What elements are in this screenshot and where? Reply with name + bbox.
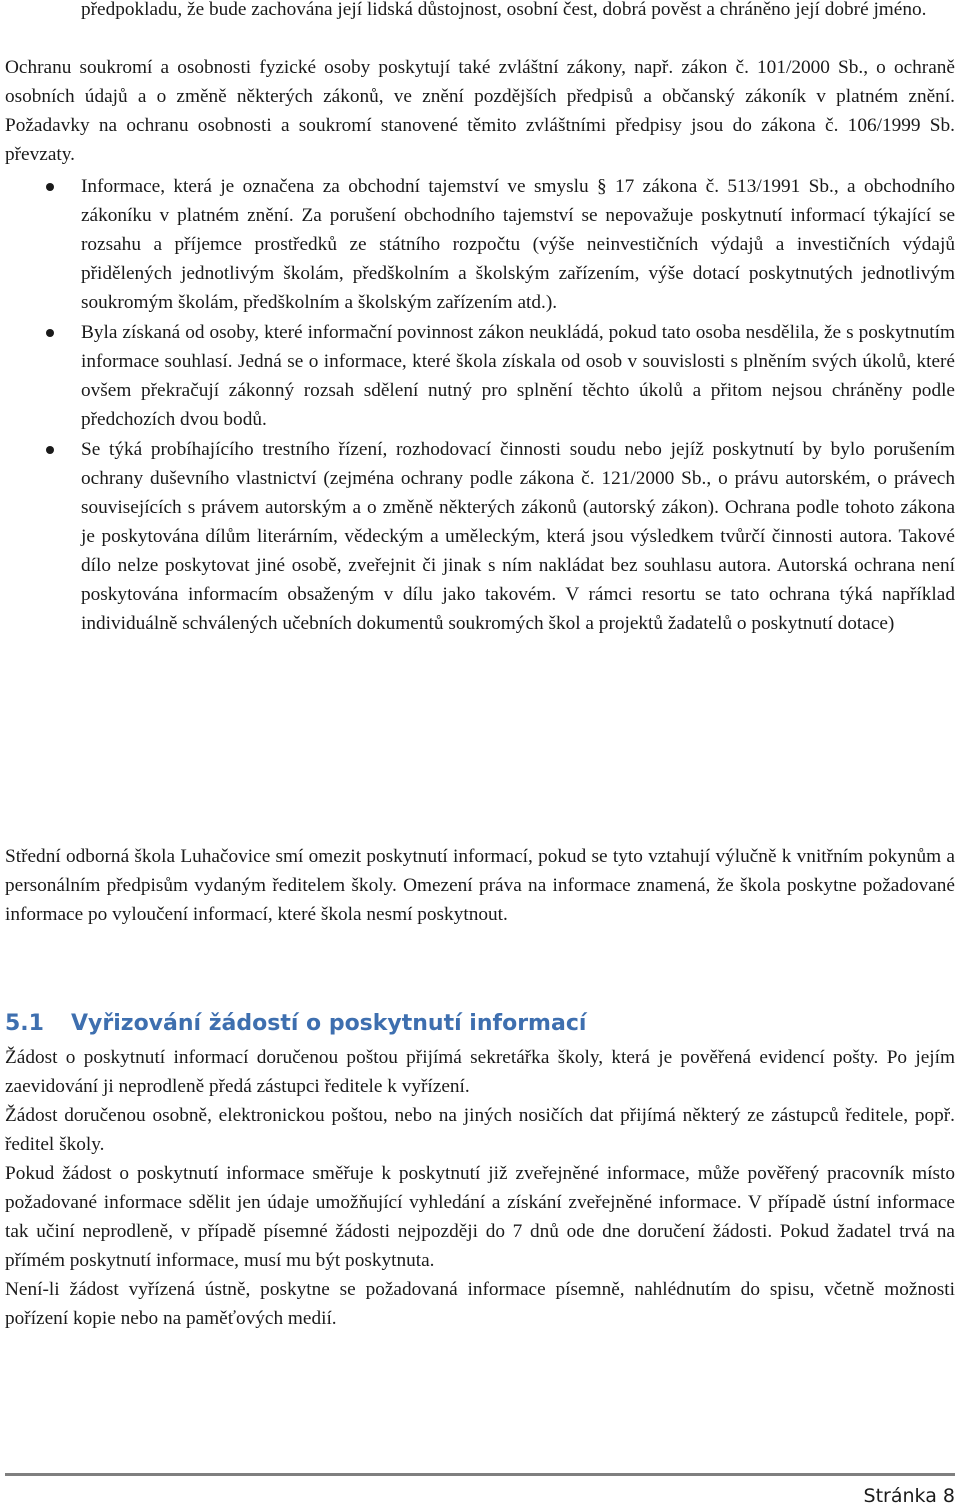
restriction-paragraph: Střední odborná škola Luhačovice smí omezit poskytnutí informací, pokud se tyto vztahují výlučně k vnitřním pokynům a personálním předpisům vydaným ředitelem školy. Omezení práva na informace znamená, že škola poskytne požadované informace po vyloučení informací, které škola nesmí poskytnout. — [5, 846, 955, 925]
list-item — [0, 318, 955, 434]
list-item-text: Byla získaná od osoby, které informační povinnost zákon neukládá, pokud tato osoba nesdělila, že s poskytnutím informace souhlasí. Jedná se o informace, které škola získala od osob v souvislosti s plněním svých úkolů, které ovšem překračují zákonný rozsah sdělení nutný pro splnění těchto úkolů a přitom nejsou chráněny podle předchozích dvou bodů. — [81, 322, 955, 430]
section-body — [0, 1043, 960, 1333]
privacy-paragraph: Ochranu soukromí a osobnosti fyzické osoby poskytují také zvláštní zákony, např. zákon č. 101/2000 Sb., o ochraně osobních údajů a o změně některých zákonů, ve znění pozdějších předpisů a občanský zákoník v platném znění. Požadavky na ochranu osobnosti a soukromí stanovené těmito zvláštními předpisy jsou do zákona č. 106/1999 Sb. převzaty. — [5, 57, 955, 165]
section-heading — [0, 1008, 586, 1040]
bullet-icon — [46, 183, 54, 191]
section-paragraph: Žádost o poskytnutí informací doručenou poštou přijímá sekretářka školy, která je pověřená evidencí pošty. Po jejím zaevidování ji neprodleně předá zástupci ředitele k vyřízení. — [5, 1047, 955, 1097]
bullet-icon — [46, 446, 54, 454]
continuation-block — [0, 0, 960, 24]
section-paragraph: Pokud žádost o poskytnutí informace směřuje k poskytnutí již zveřejněné informace, může pověřený pracovník místo požadované informace sdělit jen údaje umožňující vyhledání a získání zveřejněné informace. V případě ústní informace tak učiní neprodleně, v případě písemné žádosti nejpozději do 7 dnů ode dne doručení žádosti. Pokud žadatel trvá na přímém poskytnutí informace, musí mu být poskytnuta. — [5, 1163, 955, 1271]
list-item — [0, 172, 955, 317]
section-title: Vyřizování žádostí o poskytnutí informací — [71, 1011, 587, 1036]
continuation-paragraph: předpokladu, že bude zachována její lidská důstojnost, osobní čest, dobrá pověst a chráněno její dobré jméno. — [81, 0, 927, 20]
list-item-text: Se týká probíhajícího trestního řízení, rozhodovací činnosti soudu nebo jejíž poskytnutí by bylo porušením ochrany duševního vlastnictví (zejména ochrany podle zákona č. 121/2000 Sb., o právu autorském, o právech souvisejících s právem autorským a o změně některých zákonů (autorský zákon). Ochrana podle tohoto zákona je poskytována dílům literárním, vědeckým a uměleckým, která jsou výsledkem tvůrčí činnosti autora. Takové dílo nelze poskytovat jiné osobě, zveřejnit či jinak s ním nakládat bez souhlasu autora. Autorská ochrana není poskytována informacím obsaženým v dílu jako takovém. V rámci resortu se tato ochrana týká například individuálně schválených učebních dokumentů soukromých škol a projektů žadatelů o poskytnutí dotace) — [81, 439, 955, 634]
privacy-paragraph-block — [0, 53, 960, 169]
restriction-block — [0, 842, 960, 929]
exception-list — [0, 172, 955, 638]
section-paragraph: Žádost doručenou osobně, elektronickou poštou, nebo na jiných nosičích dat přijímá některý ze zástupců ředitele, popř. ředitel školy. — [5, 1105, 955, 1155]
section-number: 5.1 — [5, 1011, 44, 1036]
bullet-icon — [46, 329, 54, 337]
footer-rule — [5, 1473, 955, 1476]
list-item — [0, 435, 955, 638]
list-item-text: Informace, která je označena za obchodní tajemství ve smyslu § 17 zákona č. 513/1991 Sb., a obchodního zákoníku v platném znění. Za porušení obchodního tajemství se nepovažuje poskytnutí informací týkající se rozsahu a příjemce prostředků ze státního rozpočtu (výše neinvestičních výdajů a investičních výdajů přidělených jednotlivým školám, předškolním a školským zařízením, výše dotací poskytnutých jednotlivým soukromým školám, předškolním a školským zařízením atd.). — [81, 176, 955, 313]
page-number: Stránka 8 — [863, 1485, 955, 1507]
section-paragraph: Není-li žádost vyřízená ústně, poskytne se požadovaná informace písemně, nahlédnutím do spisu, včetně možnosti pořízení kopie nebo na paměťových medií. — [5, 1279, 955, 1329]
